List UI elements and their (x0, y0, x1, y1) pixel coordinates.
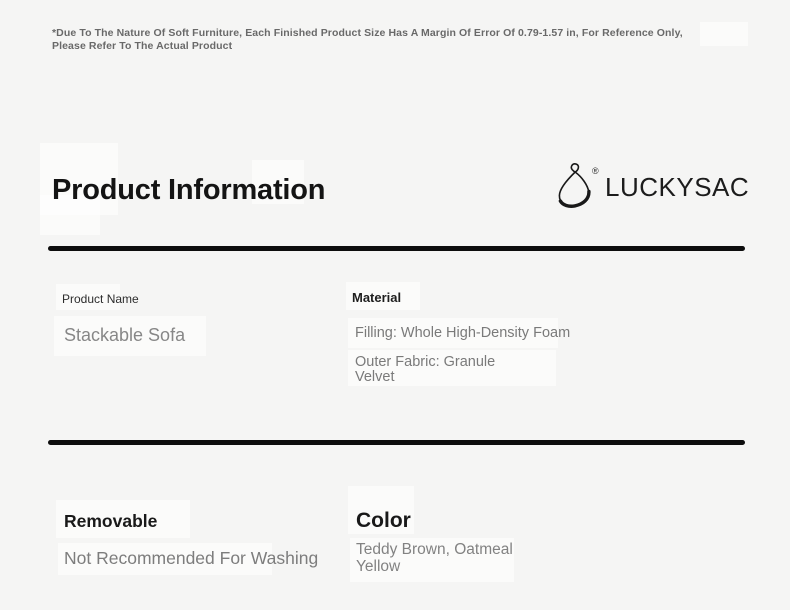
size-disclaimer (52, 27, 744, 53)
removable-label: Removable (64, 511, 158, 531)
beanbag-sack-icon (556, 162, 594, 213)
material-outer-fabric-value: Outer Fabric: Granule Velvet (355, 354, 496, 385)
size-disclaimer-line2: Please Refer To The Actual Product (52, 40, 233, 52)
section-divider-bottom (48, 440, 745, 445)
product-name-label: Product Name (62, 292, 139, 306)
material-label: Material (352, 290, 402, 305)
material-filling-value: Filling: Whole High-Density Foam (355, 325, 571, 341)
product-name-value: Stackable Sofa (64, 325, 186, 345)
size-disclaimer-line1: *Due To The Nature Of Soft Furniture, Each Finished Product Size Has A Margin Of Error Of 0.79-1.57 in, For Reference Only, (52, 27, 683, 39)
color-value: Teddy Brown, Oatmeal Yellow (356, 541, 513, 575)
section-divider-top (48, 246, 745, 251)
color-label: Color (356, 509, 411, 532)
page-title: Product Information (52, 174, 326, 206)
brand-logo-text: LUCKYSAC (605, 172, 750, 202)
registered-trademark-icon: ® (592, 166, 599, 176)
removable-value: Not Recommended For Washing (64, 548, 319, 568)
